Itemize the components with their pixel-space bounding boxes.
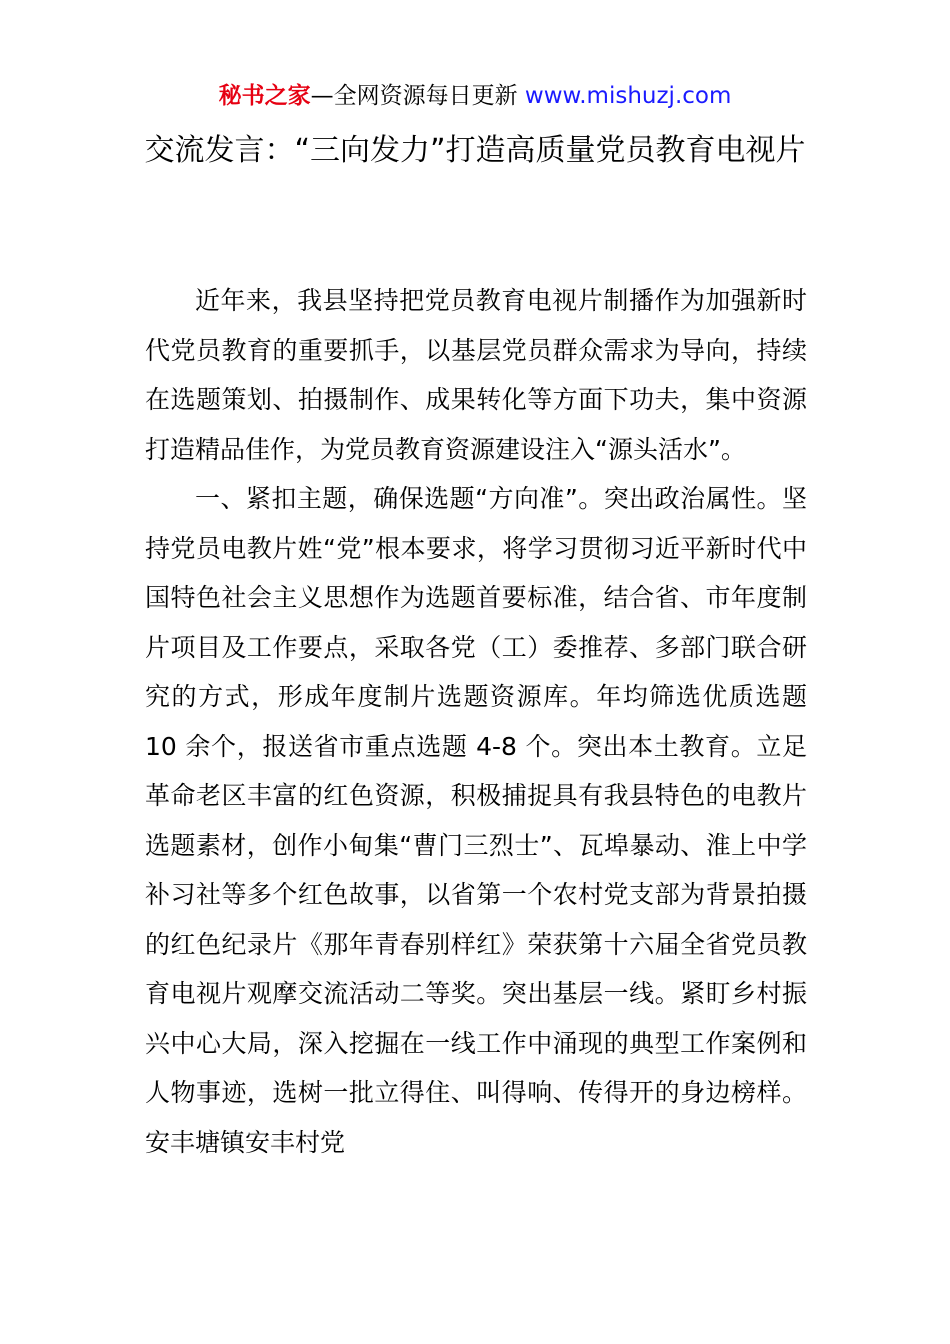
site-tagline: —全网资源每日更新 [310, 83, 525, 109]
paragraph-intro: 近年来，我县坚持把党员教育电视片制播作为加强新时代党员教育的重要抓手，以基层党员群众需求为导向，持续在选题策划、拍摄制作、成果转化等方面下功夫，集中资源打造精品佳作，为党员教育资源建设注入“源头活水”。 [145, 286, 807, 464]
document-title: 交流发言：“三向发力”打造高质量党员教育电视片 [144, 133, 806, 168]
site-header [0, 80, 950, 112]
site-brand: 秘书之家 [218, 83, 311, 109]
paragraph-section-one: 一、紧扣主题，确保选题“方向准”。突出政治属性。坚持党员电教片姓“党”根本要求，将学习贯彻习近平新时代中国特色社会主义思想作为选题首要标准，结合省、市年度制片项目及工作要点，采取各党（工）委推荐、多部门联合研究的方式，形成年度制片选题资源库。年均筛选优质选题 10 余个，报送省市重点选题 4-8 个。突出本土教育。立足革命老区丰富的红色资源，积极捕捉具有我县特色的电教片选题素材，创作小甸集“曹门三烈士”、瓦埠暴动、淮上中学补习社等多个红色故事，以省第一个农村党支部为背景拍摄的红色纪录片《那年青春别样红》荣获第十六届全省党员教育电视片观摩交流活动二等奖。突出基层一线。紧盯乡村振兴中心大局，深入挖掘在一线工作中涌现的典型工作案例和人物事迹，选树一批立得住、叫得响、传得开的身边榜样。安丰塘镇安丰村党 [145, 484, 807, 1157]
site-url-link[interactable]: www.mishuzj.com [524, 83, 732, 109]
document-body [145, 276, 807, 1167]
